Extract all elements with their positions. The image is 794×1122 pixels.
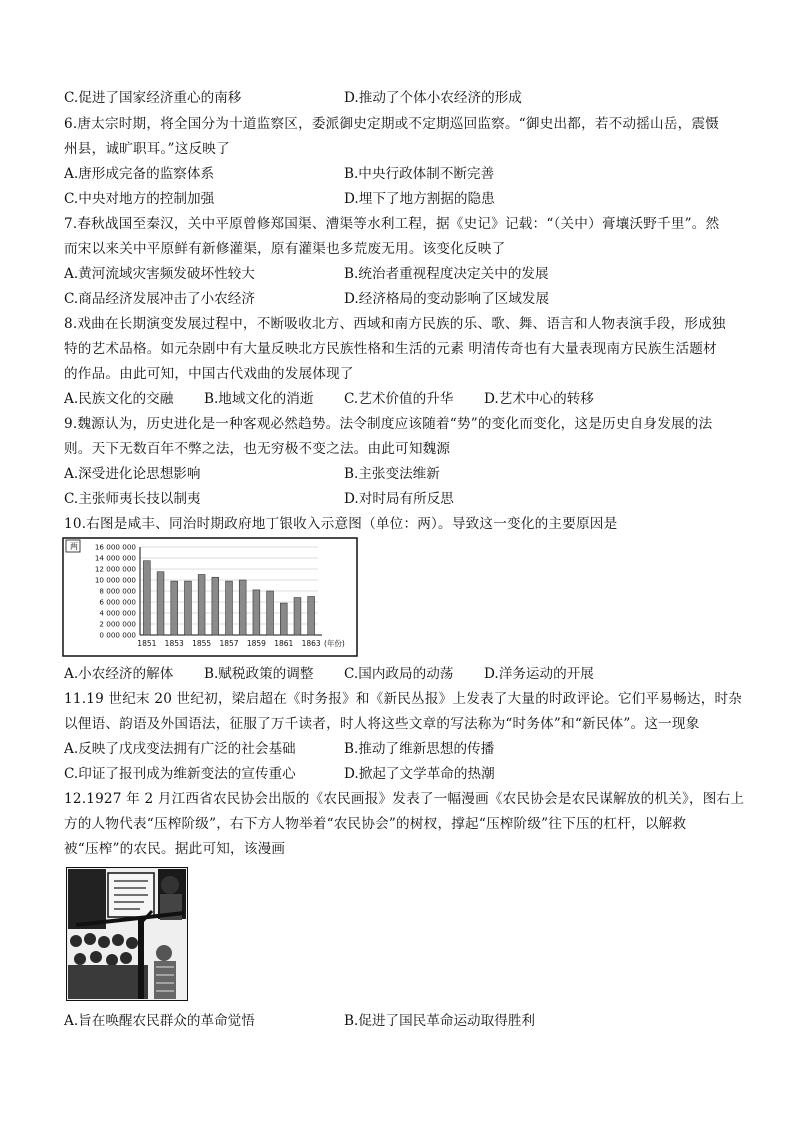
q6-option-d: D.埋下了地方割据的隐患 xyxy=(344,191,495,207)
q6-option-c: C.中央对地方的控制加强 xyxy=(64,191,215,207)
chart-ytick-label: 12 000 000 xyxy=(94,564,136,574)
q9-option-a: A.深受进化论思想影响 xyxy=(64,466,201,482)
q7-option-d: D.经济格局的变动影响了区域发展 xyxy=(344,291,550,307)
q8-stem-line-1: 8.戏曲在长期演变发展过程中，不断吸收北方、西域和南方民族的乐、歌、舞、语言和人物表演手段，形成独 xyxy=(64,316,726,332)
chart-bar xyxy=(226,581,233,635)
q10-stem: 10.右图是咸丰、同治时期政府地丁银收入示意图（单位：两）。导致这一变化的主要原因是 xyxy=(64,516,618,532)
chart-xtick-label: 1857 xyxy=(219,639,239,648)
q7-option-b: B.统治者重视程度决定关中的发展 xyxy=(344,266,549,282)
q8-option-d: D.艺术中心的转移 xyxy=(484,391,594,407)
chart-ytick-label: 4 000 000 xyxy=(99,608,136,618)
chart-bar xyxy=(198,575,205,636)
q12-option-b: B.促进了国民革命运动取得胜利 xyxy=(344,1013,536,1029)
q8-stem-line-2: 特的艺术品格。如元杂剧中有大量反映北方民族性格和生活的元素 明清传奇也有大量表现南方民族生活题材 xyxy=(64,341,717,357)
q7-stem-line-1: 7.春秋战国至秦汉，关中平原曾修郑国渠、漕渠等水利工程，据《史记》记载：“（关中）膏壤沃野千里”。然 xyxy=(64,216,720,232)
q9-stem-line-2: 则。天下无数百年不弊之法，也无穷极不变之法。由此可知魏源 xyxy=(64,441,451,457)
chart-ytick-label: 14 000 000 xyxy=(94,553,136,563)
q10-option-c: C.国内政局的动荡 xyxy=(344,666,454,682)
q8-option-c: C.艺术价值的升华 xyxy=(344,391,454,407)
q5-option-c: C.促进了国家经济重心的南移 xyxy=(64,90,242,106)
chart-ylabel: 两 xyxy=(70,542,78,551)
chart-xtick-label: 1855 xyxy=(192,639,212,648)
chart-ytick-label: 0 000 000 xyxy=(99,630,136,640)
q11-option-b: B.推动了维新思想的传播 xyxy=(344,741,495,757)
q9-option-c: C.主张师夷长技以制夷 xyxy=(64,491,201,507)
chart-bar xyxy=(185,581,192,635)
chart-xlabel: (年份) xyxy=(324,639,345,648)
q6-option-a: A.唐形成完备的监察体系 xyxy=(64,166,215,182)
q5-option-d: D.推动了个体小农经济的形成 xyxy=(344,90,522,106)
cartoon-illustration xyxy=(66,867,188,1001)
q8-option-b: B.地域文化的消逝 xyxy=(204,391,314,407)
chart-bar xyxy=(280,603,287,635)
q8-option-a: A.民族文化的交融 xyxy=(64,391,174,407)
chart-ytick-label: 16 000 000 xyxy=(94,542,136,552)
q9-option-b: B.主张变法维新 xyxy=(344,466,440,482)
chart-xtick-label: 1851 xyxy=(137,639,157,648)
q11-option-a: A.反映了戊戌变法拥有广泛的社会基础 xyxy=(64,741,296,757)
chart-ytick-label: 8 000 000 xyxy=(99,586,136,596)
q11-option-d: D.掀起了文学革命的热潮 xyxy=(344,766,495,782)
q12-stem-line-1: 12.1927 年 2 月江西省农民协会出版的《农民画报》发表了一幅漫画《农民协会是农民谋解放的机关》，图右上 xyxy=(64,791,745,807)
q10-option-b: B.赋税政策的调整 xyxy=(204,666,314,682)
land-tax-bar-chart xyxy=(62,537,358,657)
chart-bar xyxy=(212,577,219,635)
q11-option-c: C.印证了报刊成为维新变法的宣传重心 xyxy=(64,766,296,782)
chart-svg xyxy=(62,537,358,657)
q7-stem-line-2: 而宋以来关中平原鲜有新修灌渠，原有灌渠也多荒废无用。该变化反映了 xyxy=(64,241,506,257)
q10-option-a: A.小农经济的解体 xyxy=(64,666,174,682)
chart-ytick-label: 2 000 000 xyxy=(99,619,136,629)
q12-stem-line-2: 方的人物代表“压榨阶级”，右下方人物举着“农民协会”的树杈，撑起“压榨阶级”往下压的杠杆，以解救 xyxy=(64,816,687,832)
q6-stem-line-1: 6.唐太宗时期，将全国分为十道监察区，委派御史定期或不定期巡回监察。“御史出都，若不动摇山岳，震慑 xyxy=(64,116,720,132)
q11-stem-line-2: 以俚语、韵语及外国语法，征服了万千读者，时人将这些文章的写法称为“时务体”和“新民体”。这一现象 xyxy=(64,716,700,732)
chart-bar xyxy=(143,561,150,635)
chart-xtick-label: 1859 xyxy=(246,639,266,648)
chart-ytick-label: 10 000 000 xyxy=(94,575,136,585)
q9-option-d: D.对时局有所反思 xyxy=(344,491,454,507)
chart-bar xyxy=(157,572,164,635)
q8-stem-line-3: 的作品。由此可知，中国古代戏曲的发展体现了 xyxy=(64,366,354,382)
peasant-association-cartoon xyxy=(66,867,188,1001)
chart-bar xyxy=(267,591,274,635)
q12-stem-line-3: 被“压榨”的农民。据此可知，该漫画 xyxy=(64,841,286,857)
chart-bar xyxy=(294,598,301,635)
q10-option-d: D.洋务运动的开展 xyxy=(484,666,594,682)
q6-stem-line-2: 州县，诚旷职耳。”这反映了 xyxy=(64,141,230,157)
q9-stem-line-1: 9.魏源认为，历史进化是一种客观必然趋势。法令制度应该随着“势”的变化而变化，这是历史自身发展的法 xyxy=(64,416,713,432)
chart-ytick-label: 6 000 000 xyxy=(99,597,136,607)
q11-stem-line-1: 11.19 世纪末 20 世纪初，梁启超在《时务报》和《新民丛报》上发表了大量的时政评论。它们平易畅达，时杂 xyxy=(64,691,743,707)
chart-xtick-label: 1853 xyxy=(164,639,184,648)
chart-bar xyxy=(253,590,260,635)
chart-bar xyxy=(239,580,246,635)
chart-bar xyxy=(171,581,178,635)
chart-xtick-label: 1861 xyxy=(274,639,294,648)
chart-xtick-label: 1863 xyxy=(301,639,321,648)
q7-option-c: C.商品经济发展冲击了小农经济 xyxy=(64,291,255,307)
q12-option-a: A.旨在唤醒农民群众的革命觉悟 xyxy=(64,1013,255,1029)
q6-option-b: B.中央行政体制不断完善 xyxy=(344,166,495,182)
q7-option-a: A.黄河流域灾害频发破坏性较大 xyxy=(64,266,255,282)
chart-bar xyxy=(308,597,315,636)
